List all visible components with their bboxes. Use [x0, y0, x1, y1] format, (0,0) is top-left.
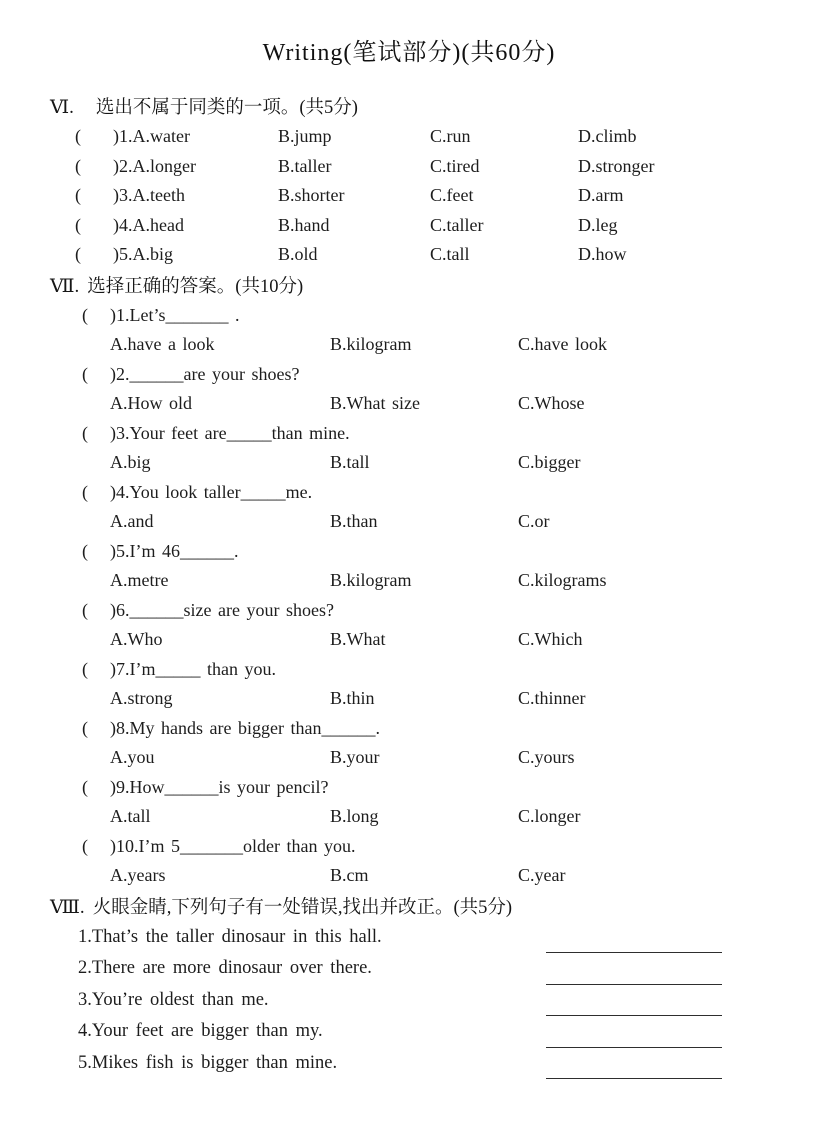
- answer-paren: (: [82, 717, 88, 738]
- option-a: A.years: [110, 865, 166, 885]
- mc-row: [75, 181, 768, 211]
- question-option-a: )5.A.big: [113, 244, 173, 264]
- sentence-text: 3.You’re oldest than me.: [78, 989, 269, 1010]
- option-d: D.arm: [578, 185, 624, 205]
- sentence-text: 5.Mikes fish is bigger than mine.: [78, 1052, 338, 1073]
- option-b: B.thin: [330, 688, 375, 708]
- option-c: C.tall: [430, 244, 470, 264]
- section-vii-heading: [50, 273, 768, 301]
- option-d: D.stronger: [578, 155, 655, 176]
- question-option-a: )2.A.longer: [113, 155, 196, 176]
- question-text: )9.How______is your pencil?: [110, 776, 329, 797]
- answer-paren: (: [75, 155, 81, 176]
- question-option-a: )3.A.teeth: [113, 185, 185, 205]
- option-b: B.tall: [330, 452, 370, 472]
- section-vii-title: 选择正确的答案。(共10分): [87, 276, 304, 297]
- option-b: B.cm: [330, 865, 369, 885]
- answer-paren: (: [82, 776, 88, 797]
- answer-paren: (: [75, 185, 81, 205]
- answer-paren: (: [82, 304, 88, 325]
- options-row: [110, 625, 768, 655]
- sentence-text: 2.There are more dinosaur over there.: [78, 958, 372, 978]
- section-vii: [50, 273, 768, 891]
- option-a: A.you: [110, 747, 155, 767]
- options-row: [110, 802, 768, 832]
- option-c: C.longer: [518, 806, 581, 826]
- question-row: [82, 478, 768, 508]
- question-option-a: )4.A.head: [113, 214, 184, 235]
- option-c: C.run: [430, 126, 471, 146]
- answer-paren: (: [75, 126, 81, 146]
- option-c: C.yours: [518, 747, 575, 767]
- option-d: D.climb: [578, 126, 637, 146]
- option-c: C.taller: [430, 214, 484, 235]
- sentence-text: 4.Your feet are bigger than my.: [78, 1021, 323, 1041]
- answer-blank: [546, 992, 722, 1016]
- options-row: [110, 684, 768, 714]
- option-b: B.What: [330, 629, 386, 649]
- option-a: A.How old: [110, 393, 192, 413]
- question-row: [82, 301, 768, 331]
- section-viii-number: Ⅷ.: [50, 896, 85, 918]
- question-text: )7.I’m_____ than you.: [110, 658, 276, 679]
- correction-row: [78, 922, 768, 954]
- option-c: C.thinner: [518, 688, 586, 708]
- option-c: C.year: [518, 865, 566, 885]
- option-b: B.What size: [330, 393, 420, 413]
- section-viii-heading: [50, 894, 768, 922]
- option-a: A.Who: [110, 629, 163, 649]
- options-row: [110, 743, 768, 773]
- option-b: B.your: [330, 747, 380, 767]
- options-row: [110, 566, 768, 596]
- question-text: )1.Let’s_______ .: [110, 304, 240, 325]
- option-b: B.than: [330, 511, 378, 531]
- option-c: C.tired: [430, 155, 480, 176]
- question-text: )4.You look taller_____me.: [110, 481, 313, 502]
- option-c: C.Whose: [518, 393, 585, 413]
- question-row: [82, 832, 768, 862]
- section-viii-title: 火眼金睛,下列句子有一处错误,找出并改正。(共5分): [92, 897, 513, 918]
- page-title: Writing(笔试部分)(共60分): [262, 40, 556, 66]
- question-text: )8.My hands are bigger than______.: [110, 717, 380, 738]
- option-a: A.metre: [110, 570, 169, 590]
- question-text: )10.I’m 5_______older than you.: [110, 835, 356, 856]
- option-c: C.bigger: [518, 452, 581, 472]
- option-a: A.strong: [110, 688, 173, 708]
- option-b: B.old: [278, 244, 318, 264]
- answer-paren: (: [82, 835, 88, 856]
- option-c: C.kilograms: [518, 570, 607, 590]
- option-b: B.taller: [278, 155, 332, 176]
- option-c: C.feet: [430, 185, 474, 205]
- option-b: B.shorter: [278, 185, 345, 205]
- question-text: )3.Your feet are_____than mine.: [110, 422, 350, 443]
- section-vi-title: 选出不属于同类的一项。(共5分): [95, 98, 358, 118]
- answer-blank: [546, 961, 722, 985]
- option-c: C.or: [518, 511, 550, 531]
- correction-row: [78, 1048, 768, 1080]
- section-vii-number: Ⅶ.: [50, 275, 80, 297]
- options-row: [110, 507, 768, 537]
- section-vi-heading: [50, 94, 768, 122]
- question-row: [82, 596, 768, 626]
- option-a: A.and: [110, 511, 154, 531]
- section-vi-number: Ⅵ.: [50, 97, 74, 118]
- question-text: )6.______size are your shoes?: [110, 599, 334, 620]
- answer-paren: (: [82, 658, 88, 679]
- answer-paren: (: [82, 481, 88, 502]
- option-d: D.how: [578, 244, 627, 264]
- question-text: )5.I’m 46______.: [110, 540, 239, 561]
- option-b: B.long: [330, 806, 379, 826]
- options-row: [110, 861, 768, 891]
- option-b: B.jump: [278, 126, 332, 146]
- option-d: D.leg: [578, 214, 618, 235]
- option-a: A.tall: [110, 806, 151, 826]
- question-row: [82, 360, 768, 390]
- answer-paren: (: [82, 363, 88, 384]
- section-viii: [50, 894, 768, 1080]
- option-b: B.kilogram: [330, 570, 412, 590]
- answer-paren: (: [82, 599, 88, 620]
- question-row: [82, 714, 768, 744]
- mc-row: [75, 152, 768, 182]
- section-vi: [50, 94, 768, 270]
- question-text: )2.______are your shoes?: [110, 363, 300, 384]
- correction-row: [78, 1016, 768, 1048]
- mc-row: [75, 122, 768, 152]
- correction-row: [78, 985, 768, 1017]
- answer-paren: (: [82, 540, 88, 561]
- options-row: [110, 330, 768, 360]
- mc-row: [75, 211, 768, 241]
- question-row: [82, 537, 768, 567]
- options-row: [110, 448, 768, 478]
- option-c: C.Which: [518, 629, 583, 649]
- options-row: [110, 389, 768, 419]
- option-b: B.hand: [278, 214, 330, 235]
- question-option-a: )1.A.water: [113, 126, 190, 146]
- answer-blank: [546, 929, 722, 953]
- option-b: B.kilogram: [330, 334, 412, 354]
- option-a: A.have a look: [110, 334, 215, 354]
- question-row: [82, 419, 768, 449]
- answer-paren: (: [75, 244, 81, 264]
- answer-blank: [546, 1024, 722, 1048]
- answer-paren: (: [75, 214, 81, 235]
- option-c: C.have look: [518, 334, 607, 354]
- answer-blank: [546, 1055, 722, 1079]
- answer-paren: (: [82, 422, 88, 443]
- question-row: [82, 773, 768, 803]
- sentence-text: 1.That’s the taller dinosaur in this hall.: [78, 926, 382, 947]
- question-row: [82, 655, 768, 685]
- correction-row: [78, 953, 768, 985]
- option-a: A.big: [110, 452, 151, 472]
- mc-row: [75, 240, 768, 270]
